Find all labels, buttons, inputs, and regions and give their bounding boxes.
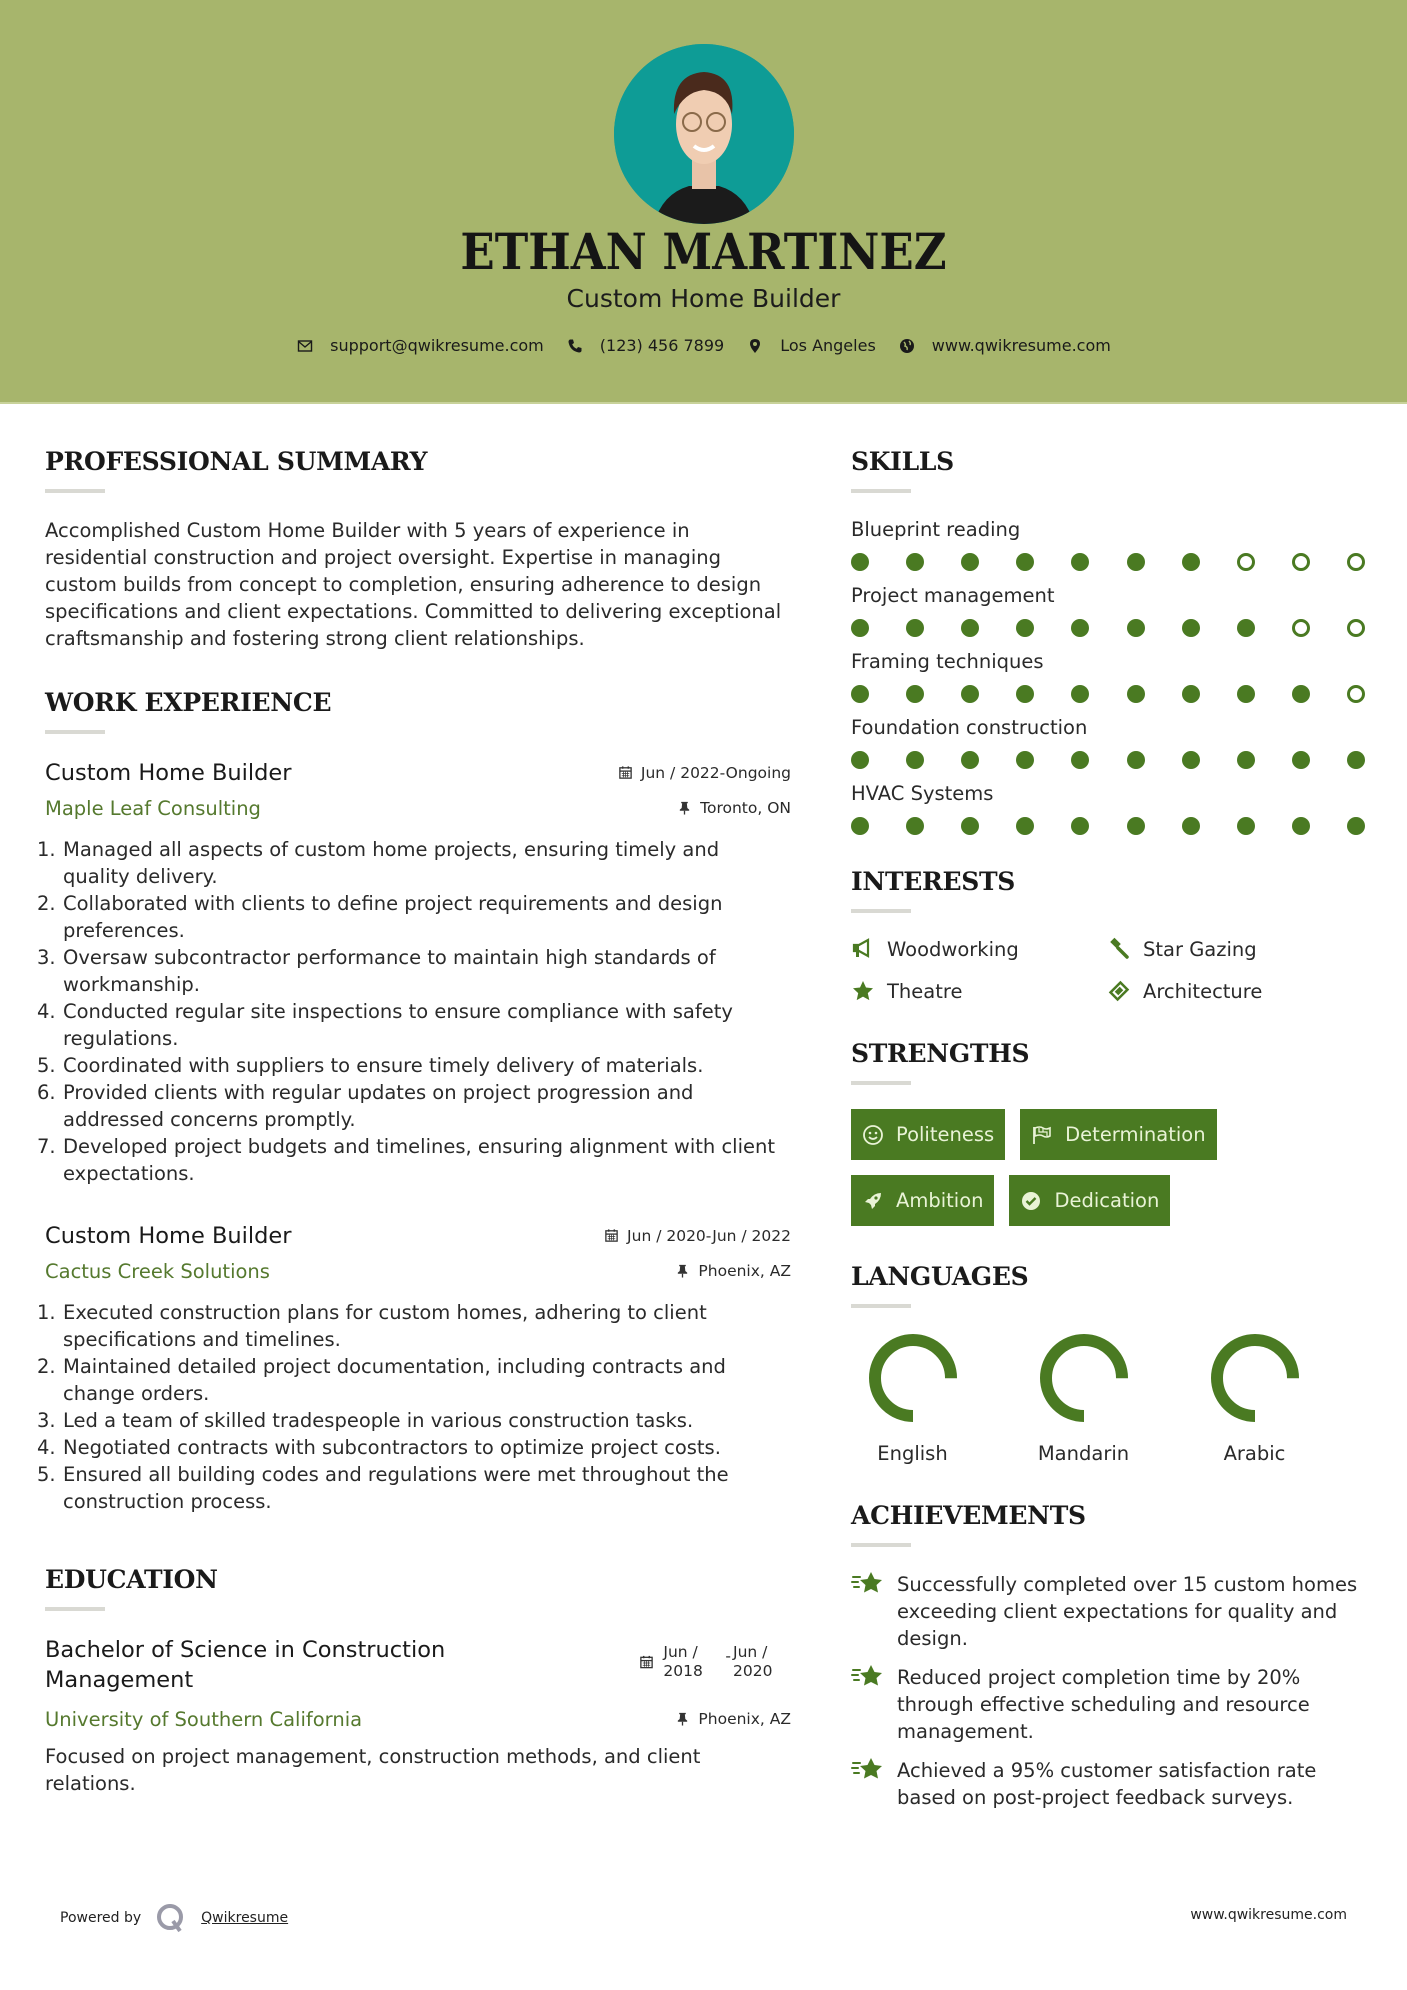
rating-dot-filled-icon [1347, 817, 1365, 835]
language-label: English [877, 1442, 948, 1465]
rating-dot-filled-icon [851, 685, 869, 703]
duty-list [37, 1299, 791, 1515]
resume-header [0, 0, 1407, 404]
section-title: STRENGTHS [851, 1039, 1030, 1068]
contact-email-text: support@qwikresume.com [330, 336, 544, 355]
job-dates-text: Jun / 2020-Jun / 2022 [627, 1226, 791, 1245]
job-dates-text: Jun / 2022-Ongoing [640, 763, 791, 782]
rating-dot-filled-icon [1182, 553, 1200, 571]
strength-label: Ambition [896, 1189, 984, 1212]
skills-section [851, 445, 1371, 835]
education-end: Jun / 2020 [733, 1643, 773, 1680]
duty-item: 3. Oversaw subcontractor performance to maintain high standards of workmanship. [37, 946, 716, 996]
rating-dot-filled-icon [1182, 685, 1200, 703]
rating-dot-filled-icon [961, 619, 979, 637]
person-portrait-icon [614, 44, 794, 224]
pushpin-icon [677, 800, 692, 815]
achievement-text: Achieved a 95% customer satisfaction rate based on post-project feedback surveys. [897, 1759, 1317, 1809]
rating-dot-filled-icon [1071, 751, 1089, 769]
job-location-text: Phoenix, AZ [698, 1261, 791, 1280]
profile-photo [614, 44, 794, 224]
language-label: Arabic [1223, 1442, 1286, 1465]
rating-dot-filled-icon [851, 553, 869, 571]
candidate-role: Custom Home Builder [566, 284, 841, 313]
section-divider [45, 730, 105, 734]
date-separator: - [725, 1647, 731, 1665]
skill-label: Blueprint reading [851, 518, 1021, 541]
section-title: WORK EXPERIENCE [45, 688, 332, 717]
achievement-text: Successfully completed over 15 custom homes exceeding client expectations for quality and design. [897, 1573, 1358, 1650]
gavel-icon [1107, 937, 1131, 961]
rating-dot-filled-icon [1237, 685, 1255, 703]
skill-item [851, 649, 1371, 703]
rating-dot-filled-icon [906, 619, 924, 637]
section-title: SKILLS [851, 447, 954, 476]
interest-item [851, 937, 1107, 961]
interest-item [1107, 979, 1363, 1003]
skills-list [851, 517, 1371, 835]
shooting-star-icon [851, 1662, 885, 1692]
section-divider [851, 1543, 911, 1547]
candidate-name: ETHAN MARTINEZ [460, 222, 947, 281]
job-dates [604, 1227, 791, 1245]
interest-item [1107, 937, 1363, 961]
skill-item [851, 517, 1371, 571]
rating-dot-empty-icon [1292, 553, 1310, 571]
contact-website-text: www.qwikresume.com [931, 336, 1111, 355]
language-item [827, 1332, 998, 1465]
achievements-section [851, 1499, 1371, 1811]
rating-dot-filled-icon [1127, 619, 1145, 637]
rating-dot-filled-icon [1182, 619, 1200, 637]
calendar-icon [618, 765, 633, 780]
achievement-text: Reduced project completion time by 20% through effective scheduling and resource management. [897, 1666, 1310, 1743]
education-dates [639, 1643, 791, 1681]
section-divider [45, 1607, 105, 1611]
duty-item: 2. Collaborated with clients to define project requirements and design preferences. [37, 892, 723, 942]
megaphone-icon [851, 937, 875, 961]
contact-website[interactable] [898, 336, 1111, 355]
interests-section [851, 865, 1371, 1003]
smile-icon [862, 1124, 884, 1146]
rating-dot-filled-icon [851, 619, 869, 637]
section-title: ACHIEVEMENTS [851, 1501, 1086, 1530]
contact-location [746, 336, 876, 355]
globe-icon [898, 337, 916, 355]
rating-dot-filled-icon [1071, 553, 1089, 571]
rating-dot-empty-icon [1292, 619, 1310, 637]
strengths-section [851, 1037, 1371, 1226]
skill-rating [851, 751, 1365, 769]
degree-title: Bachelor of Science in Construction Management [45, 1637, 446, 1693]
duty-item: 3. Led a team of skilled tradespeople in various construction tasks. [37, 1409, 694, 1432]
rating-dot-empty-icon [1347, 685, 1365, 703]
rating-dot-filled-icon [1127, 685, 1145, 703]
strength-tag [851, 1175, 994, 1226]
rating-dot-filled-icon [1016, 553, 1034, 571]
school-name: University of Southern California [45, 1708, 363, 1731]
rating-dot-filled-icon [961, 685, 979, 703]
rating-dot-filled-icon [1347, 751, 1365, 769]
rating-dot-filled-icon [1071, 619, 1089, 637]
interest-label: Architecture [1143, 979, 1263, 1003]
right-column [851, 445, 1371, 1823]
language-progress-ring-icon [867, 1332, 959, 1424]
skill-item [851, 583, 1371, 637]
shooting-star-icon [851, 1755, 885, 1785]
strength-tag [1020, 1109, 1216, 1160]
envelope-icon [296, 337, 314, 355]
rating-dot-filled-icon [1182, 751, 1200, 769]
rating-dot-filled-icon [906, 553, 924, 571]
duty-item: 7. Developed project budgets and timelines, ensuring alignment with client expectations. [37, 1135, 775, 1185]
interests-list [851, 937, 1371, 1003]
rating-dot-filled-icon [1016, 685, 1034, 703]
company-name: Cactus Creek Solutions [45, 1260, 270, 1283]
job-title: Custom Home Builder [45, 760, 292, 786]
rating-dot-filled-icon [851, 751, 869, 769]
skill-rating [851, 553, 1365, 571]
contact-phone-text: (123) 456 7899 [599, 336, 725, 355]
rating-dot-filled-icon [906, 685, 924, 703]
rating-dot-empty-icon [1237, 553, 1255, 571]
job-dates [618, 764, 791, 782]
phone-icon [566, 337, 584, 355]
skill-label: Framing techniques [851, 650, 1044, 673]
rating-dot-filled-icon [1016, 619, 1034, 637]
strength-tag [851, 1109, 1005, 1160]
duty-item: 1. Executed construction plans for custom homes, adhering to client specifications and timelines. [37, 1301, 707, 1351]
skill-label: HVAC Systems [851, 782, 994, 805]
skill-item [851, 715, 1371, 769]
language-progress-ring-icon [1209, 1332, 1301, 1424]
achievement-item [851, 1571, 1371, 1652]
rating-dot-filled-icon [1237, 619, 1255, 637]
rating-dot-filled-icon [1292, 685, 1310, 703]
duty-item: 5. Ensured all building codes and regulations were met throughout the construction process. [37, 1463, 729, 1513]
interest-label: Star Gazing [1143, 937, 1257, 961]
section-divider [851, 489, 911, 493]
powered-by-label: Powered by [60, 1910, 142, 1926]
section-divider [851, 1304, 911, 1308]
qwikresume-logo-icon [155, 1902, 187, 1934]
duty-item: 4. Conducted regular site inspections to ensure compliance with safety regulations. [37, 1000, 733, 1050]
contact-email[interactable] [296, 336, 544, 355]
shooting-star-icon [851, 1569, 885, 1599]
summary-text: Accomplished Custom Home Builder with 5 years of experience in residential construction and project oversight. Expertise in managing custom builds from concept to completion, ensuring adherence to design specifications and client expectations. Committed to delivering exceptional craftsmanship and fostering strong client relationships. [45, 519, 782, 650]
rating-dot-filled-icon [1071, 685, 1089, 703]
strength-label: Politeness [896, 1123, 995, 1146]
rating-dot-filled-icon [961, 817, 979, 835]
flag-checkered-icon [1031, 1124, 1053, 1146]
strength-tag [1009, 1175, 1170, 1226]
rating-dot-filled-icon [961, 553, 979, 571]
languages-section [851, 1260, 1371, 1465]
skill-item [851, 781, 1371, 835]
duty-list [37, 836, 791, 1187]
language-progress-ring-icon [1038, 1332, 1130, 1424]
language-item [998, 1332, 1169, 1465]
languages-list [851, 1332, 1371, 1465]
rocket-icon [862, 1190, 884, 1212]
skill-rating [851, 685, 1365, 703]
education-section [45, 1563, 791, 1797]
section-title: PROFESSIONAL SUMMARY [45, 447, 428, 476]
rating-dot-filled-icon [851, 817, 869, 835]
interest-label: Theatre [887, 979, 963, 1003]
summary-section [45, 445, 791, 652]
left-column [37, 445, 791, 1797]
achievements-list [851, 1571, 1371, 1811]
language-item [1169, 1332, 1340, 1465]
rating-dot-filled-icon [906, 817, 924, 835]
duty-item: 2. Maintained detailed project documentation, including contracts and change orders. [37, 1355, 726, 1405]
rating-dot-filled-icon [961, 751, 979, 769]
achievement-item [851, 1664, 1371, 1745]
experience-section [37, 686, 791, 1515]
contact-bar [0, 336, 1407, 355]
rating-dot-filled-icon [1016, 751, 1034, 769]
check-circle-icon [1020, 1190, 1042, 1212]
calendar-icon [604, 1228, 619, 1243]
duty-item: 6. Provided clients with regular updates on project progression and addressed concerns promptly. [37, 1081, 694, 1131]
interest-item [851, 979, 1107, 1003]
section-title: LANGUAGES [851, 1262, 1029, 1291]
skill-label: Foundation construction [851, 716, 1088, 739]
language-label: Mandarin [1037, 1442, 1130, 1465]
achievement-item [851, 1757, 1371, 1811]
pushpin-icon [675, 1263, 690, 1278]
strength-label: Determination [1065, 1123, 1206, 1146]
rating-dot-empty-icon [1347, 619, 1365, 637]
rating-dot-filled-icon [1237, 817, 1255, 835]
job-entry [37, 758, 791, 1187]
duty-item: 1. Managed all aspects of custom home projects, ensuring timely and quality delivery. [37, 838, 720, 888]
education-description: Focused on project management, construction methods, and client relations. [45, 1745, 701, 1795]
qwikresume-link[interactable]: Qwikresume [201, 1910, 289, 1926]
strengths-list [851, 1109, 1371, 1226]
strength-label: Dedication [1054, 1189, 1160, 1212]
section-divider [851, 909, 911, 913]
calendar-icon [639, 1654, 654, 1670]
rating-dot-filled-icon [1127, 553, 1145, 571]
pushpin-icon [675, 1711, 690, 1726]
company-name: Maple Leaf Consulting [45, 797, 261, 820]
section-divider [45, 489, 105, 493]
duty-item: 5. Coordinated with suppliers to ensure timely delivery of materials. [37, 1054, 704, 1077]
footer-powered-by [60, 1902, 288, 1934]
duty-item: 4. Negotiated contracts with subcontractors to optimize project costs. [37, 1436, 721, 1459]
rating-dot-filled-icon [1182, 817, 1200, 835]
job-location [675, 1262, 791, 1280]
rating-dot-filled-icon [1292, 751, 1310, 769]
rating-dot-filled-icon [1127, 751, 1145, 769]
job-title: Custom Home Builder [45, 1223, 292, 1249]
contact-phone[interactable] [566, 336, 724, 355]
star-icon [851, 979, 875, 1003]
rating-dot-filled-icon [1071, 817, 1089, 835]
education-start: Jun / 2018 [663, 1643, 703, 1680]
ticket-icon [1107, 979, 1131, 1003]
job-entry [37, 1221, 791, 1515]
skill-label: Project management [851, 584, 1055, 607]
section-title: EDUCATION [45, 1565, 218, 1594]
rating-dot-filled-icon [906, 751, 924, 769]
rating-dot-filled-icon [1127, 817, 1145, 835]
job-location [677, 799, 791, 817]
section-divider [851, 1081, 911, 1085]
map-pin-icon [746, 337, 764, 355]
section-title: INTERESTS [851, 867, 1016, 896]
interest-label: Woodworking [887, 937, 1019, 961]
job-location-text: Toronto, ON [700, 798, 791, 817]
education-location [675, 1710, 791, 1728]
skill-rating [851, 817, 1365, 835]
contact-location-text: Los Angeles [780, 336, 876, 355]
rating-dot-filled-icon [1016, 817, 1034, 835]
rating-dot-filled-icon [1237, 751, 1255, 769]
rating-dot-filled-icon [1292, 817, 1310, 835]
education-location-text: Phoenix, AZ [698, 1709, 791, 1728]
rating-dot-empty-icon [1347, 553, 1365, 571]
skill-rating [851, 619, 1365, 637]
footer-url[interactable]: www.qwikresume.com [1190, 1907, 1347, 1923]
